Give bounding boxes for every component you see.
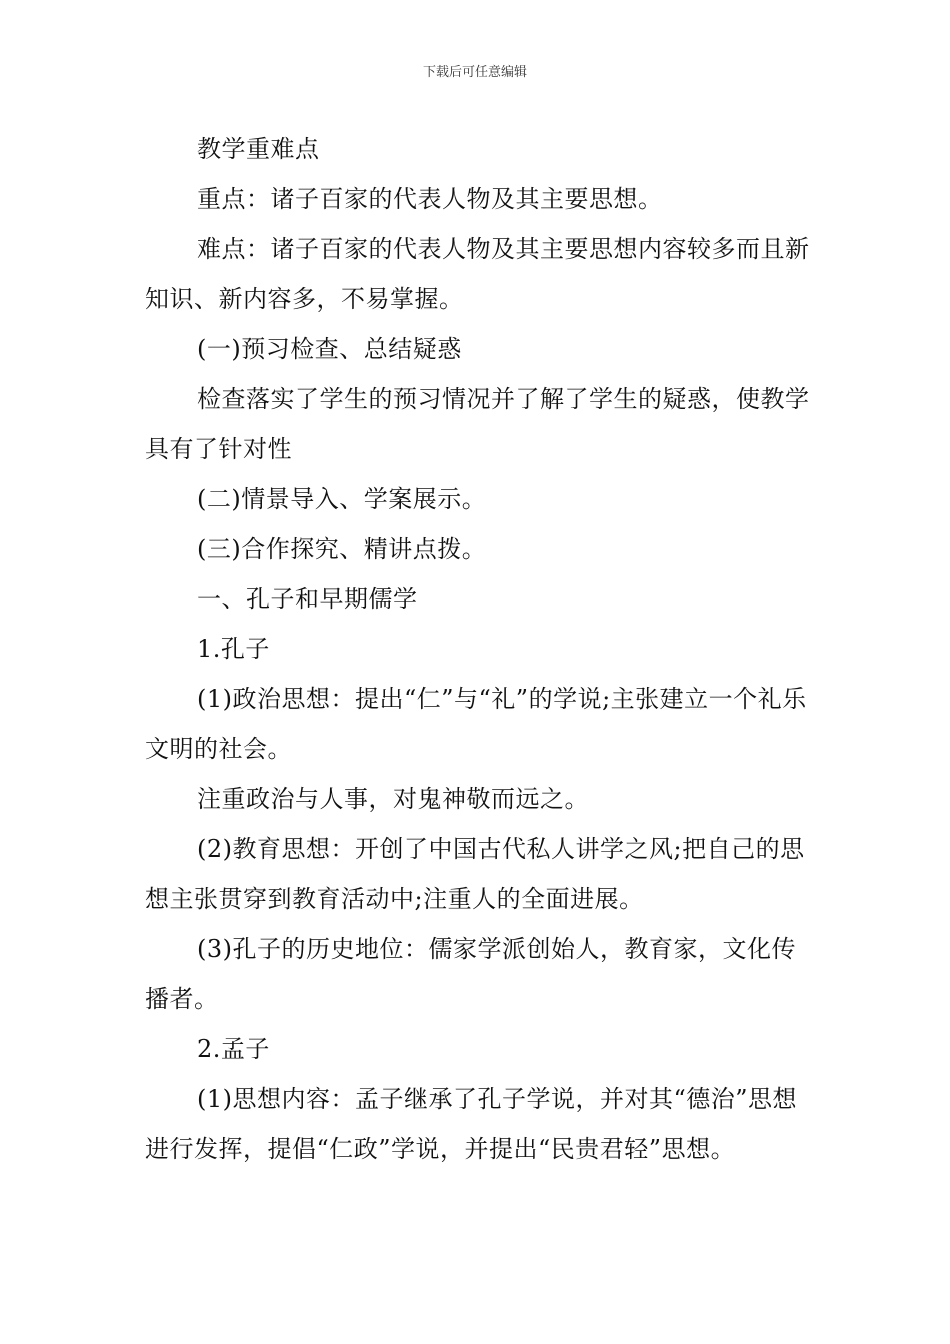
section-heading-confucius-early-confucianism: 一、孔子和早期儒学 [197,585,418,613]
subheading-confucius: 1.孔子 [197,635,270,663]
subheading-mencius: 2.孟子 [197,1035,270,1063]
heading-step-two: (二)情景导入、学案展示。 [197,485,487,513]
paragraph-politics-and-affairs: 注重政治与人事，对鬼神敬而远之。 [197,785,589,813]
paragraph-difficult-point: 难点：诸子百家的代表人物及其主要思想内容较多而且新知识、新内容多，不易掌握。 [145,235,810,313]
document-body [145,124,810,1174]
heading-step-three: (三)合作探究、精讲点拨。 [197,535,487,563]
paragraph-mencius-thought: (1)思想内容：孟子继承了孔子学说，并对其“德治”思想进行发挥，提倡“仁政”学说，并提出“民贵君轻”思想。 [145,1085,798,1163]
heading-step-one: (一)预习检查、总结疑惑 [197,335,462,363]
paragraph-preview-check: 检查落实了学生的预习情况并了解了学生的疑惑，使教学具有了针对性 [145,385,810,463]
section-heading-key-points: 教学重难点 [197,135,320,163]
paragraph-key-point: 重点：诸子百家的代表人物及其主要思想。 [197,185,663,213]
paragraph-political-thought: (1)政治思想：提出“仁”与“礼”的学说;主张建立一个礼乐文明的社会。 [145,685,807,763]
paragraph-education-thought: (2)教育思想：开创了中国古代私人讲学之风;把自己的思想主张贯穿到教育活动中;注重人的全面进展。 [145,835,805,913]
page-header: 下载后可任意编辑 [422,65,527,80]
paragraph-historical-status: (3)孔子的历史地位：儒家学派创始人，教育家，文化传播者。 [145,935,796,1013]
